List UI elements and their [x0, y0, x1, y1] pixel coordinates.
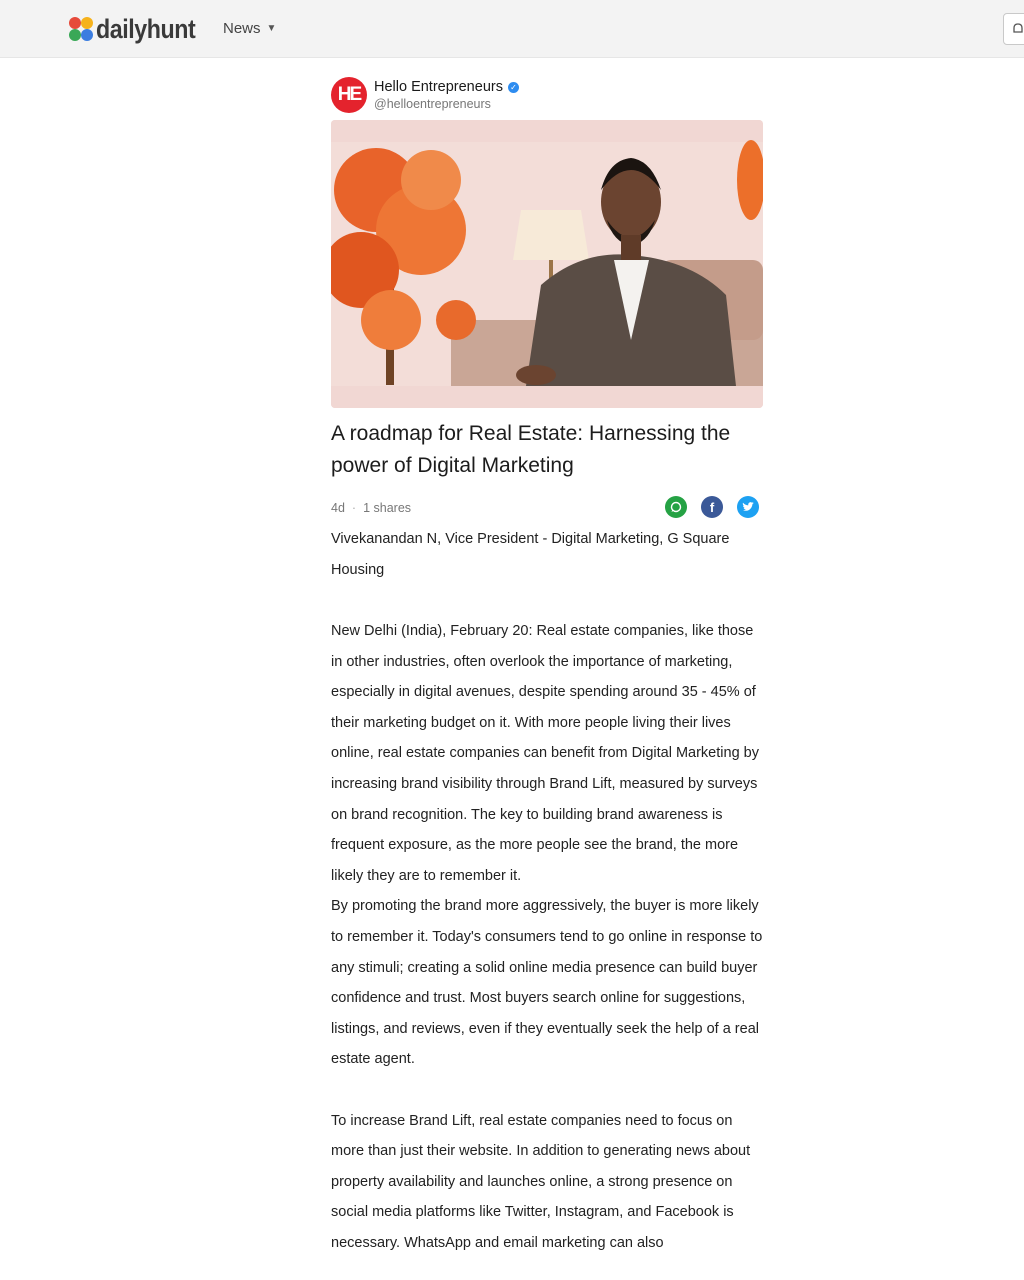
dailyhunt-logo[interactable] [68, 12, 212, 46]
whatsapp-share-button[interactable] [665, 496, 687, 518]
publisher-name[interactable]: Hello Entrepreneurs [374, 79, 503, 95]
publisher-handle: @helloentrepreneurs [374, 97, 491, 111]
article-paragraph: By promoting the brand more aggressively, the buyer is more likely to remember it. Today's consumers tend to go online in response to any stimuli; creating a solid online media presence can build buyer confidence and trust. Most buyers search online for suggestions, listings, and reviews, even if they eventually seek the help of a real estate agent. [331, 898, 763, 1068]
article-card [331, 70, 763, 1251]
bell-icon [1011, 22, 1024, 36]
facebook-share-button[interactable] [701, 496, 723, 518]
caret-down-icon: ▼ [266, 23, 277, 34]
article-age: 4d [331, 501, 345, 515]
publisher-name-row [374, 79, 519, 95]
bell-button[interactable] [1003, 13, 1024, 45]
news-menu-dropdown[interactable] [223, 20, 276, 37]
facebook-icon: f [709, 499, 715, 515]
whatsapp-icon [670, 501, 682, 513]
top-navigation-bar [0, 0, 1024, 58]
article-title: A roadmap for Real Estate: Harnessing the power of Digital Marketing [331, 422, 731, 477]
twitter-share-button[interactable] [737, 496, 759, 518]
publisher-logo[interactable]: HE [331, 77, 367, 113]
article-paragraph: To increase Brand Lift, real estate companies need to focus on more than just their website. In addition to generating news about property availability and launches online, a strong presence on social media platforms like Twitter, Instagram, and Facebook is necessary. WhatsApp and email marketing can also [331, 1112, 751, 1251]
article-meta [331, 498, 763, 518]
publisher-header[interactable] [331, 70, 763, 120]
meta-separator: · [351, 501, 357, 515]
twitter-icon [742, 502, 754, 512]
logo-mark-icon [68, 16, 94, 42]
share-buttons [665, 496, 759, 518]
verified-badge-icon: ✓ [508, 82, 519, 93]
article-byline: Vivekanandan N, Vice President - Digital Marketing, G Square Housing [331, 531, 730, 578]
logo-text: dailyhunt [96, 13, 196, 44]
article-paragraph: New Delhi (India), February 20: Real estate companies, like those in other industries, often overlook the importance of marketing, especially in digital avenues, despite spending around 35 - 45% of their marketing budget on it. With more people living their lives online, real estate companies can benefit from Digital Marketing by increasing brand visibility through Brand Lift, measured by surveys on brand recognition. The key to building brand awareness is frequent exposure, as the more people see the brand, the more likely they are to remember it. [331, 623, 759, 884]
article-body [331, 616, 763, 1258]
article-hero-image [331, 120, 763, 408]
news-menu-label: News [223, 20, 261, 37]
share-count: 1 shares [363, 501, 412, 515]
